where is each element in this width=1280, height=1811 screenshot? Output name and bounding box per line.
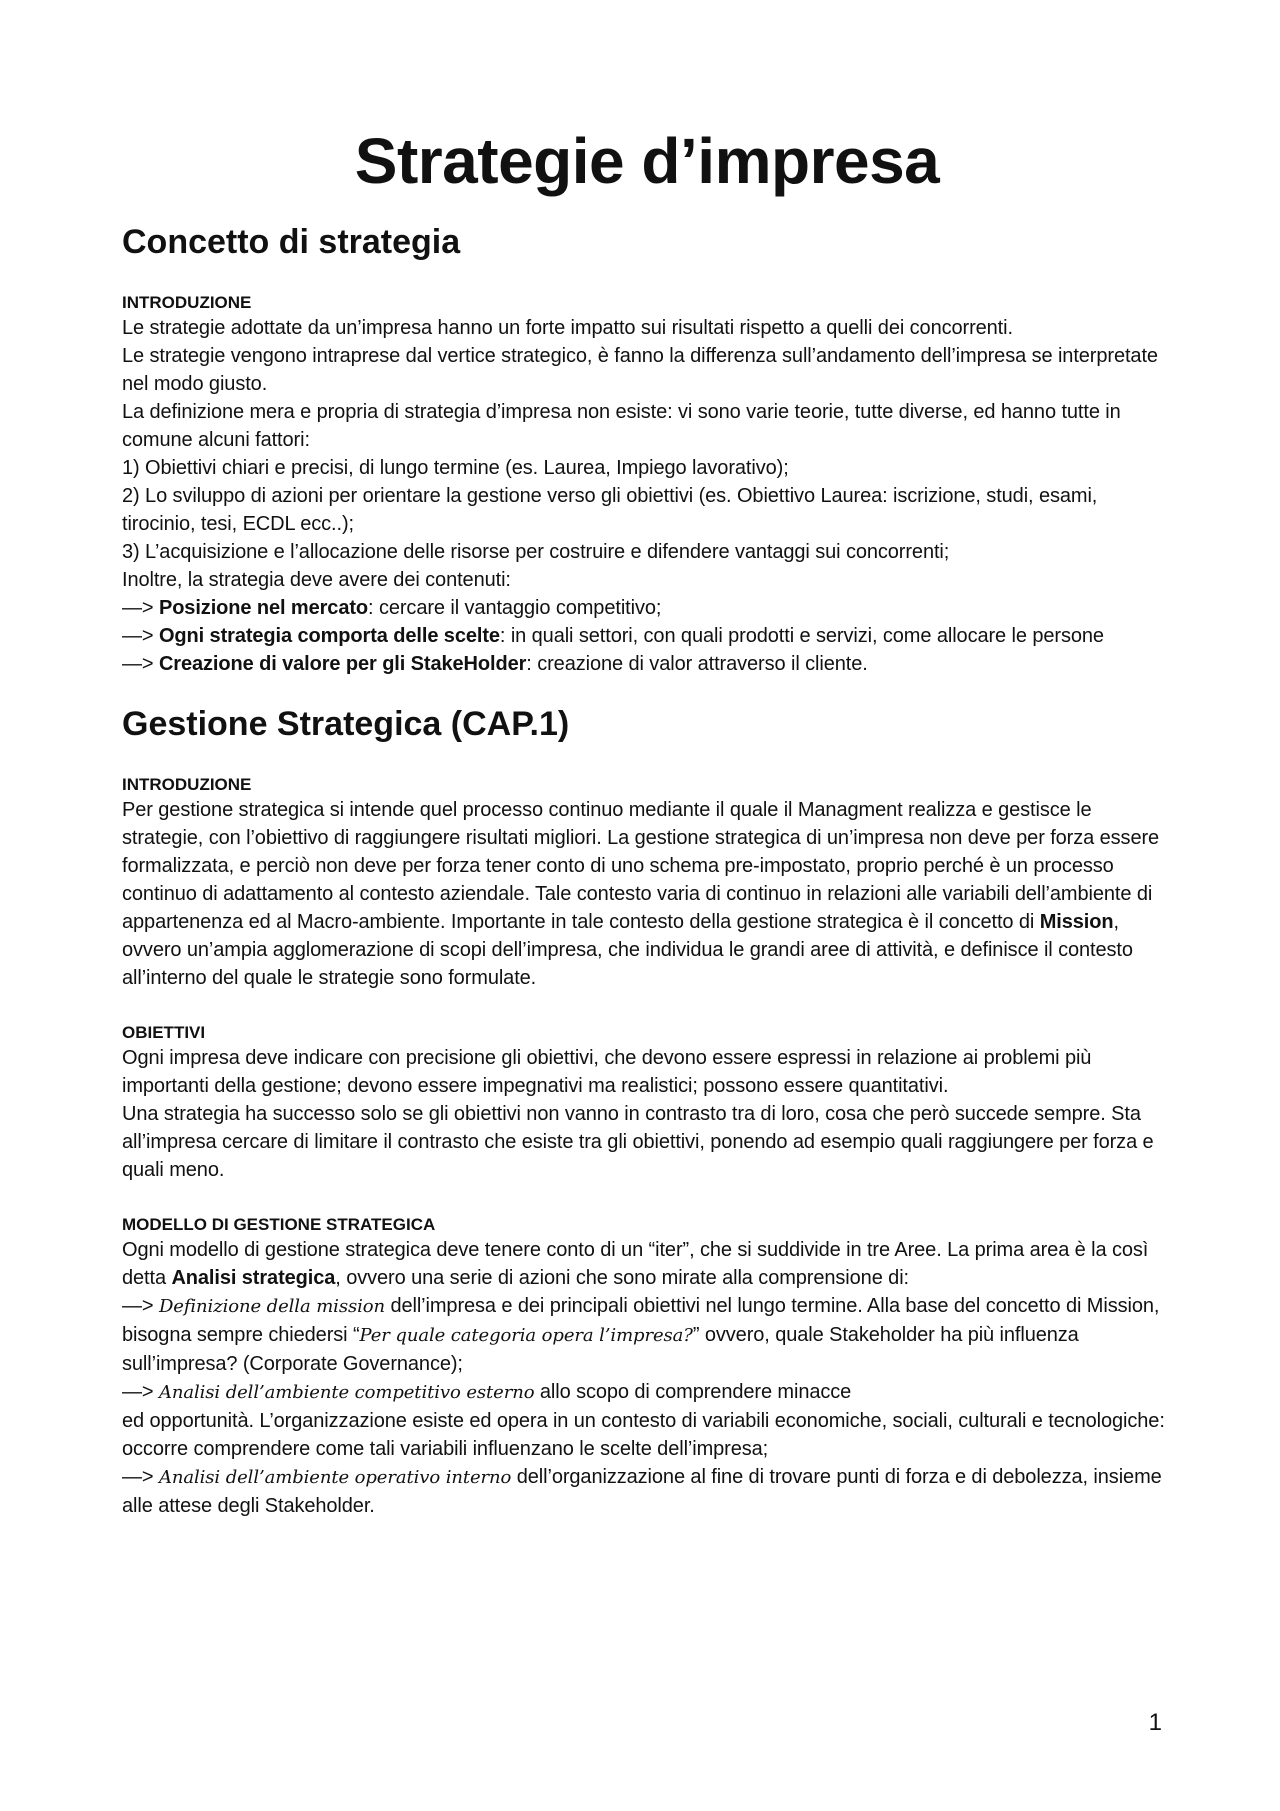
text: allo scopo di comprendere minacce — [534, 1381, 852, 1403]
bullet-text: : creazione di valor attraverso il cliente. — [526, 653, 868, 675]
text: dell’impresa e dei principali obiettivi nel lungo termine. Alla base del concetto di Mission, bisogna sempre chiedersi “ — [122, 1295, 1160, 1346]
list-item: 1) Obiettivi chiari e precisi, di lungo termine (es. Laurea, Impiego lavorativo); — [122, 457, 789, 479]
arrow-icon: —> — [122, 1381, 154, 1403]
arrow-icon: —> — [122, 1466, 154, 1488]
paragraph: Le strategie adottate da un’impresa hanno un forte impatto sui risultati rispetto a quelli dei concorrenti. — [122, 317, 1013, 339]
document-page — [122, 118, 1172, 1520]
bullet-item — [122, 1292, 1172, 1378]
bold-term: Mission — [1039, 911, 1114, 933]
italic-term: Analisi dell’ambiente competitivo esterno — [158, 1382, 535, 1403]
page-number: 1 — [1148, 1709, 1162, 1736]
bullet-bold: Creazione di valore per gli StakeHolder — [158, 653, 527, 675]
text: , ovvero un’ampia agglomerazione di scopi dell’impresa, che individua le grandi aree di attività, e definisce il contesto all’interno del quale le strategie sono formulate. — [122, 911, 1133, 989]
paragraph: La definizione mera e propria di strategia d’impresa non esiste: vi sono varie teorie, tutte diverse, ed hanno tutte in comune alcuni fattori: — [122, 401, 1121, 451]
arrow-icon: —> — [122, 1295, 154, 1317]
document-title: Strategie d’impresa — [354, 125, 940, 197]
list-item: 2) Lo sviluppo di azioni per orientare la gestione verso gli obiettivi (es. Obiettivo Laurea: iscrizione, studi, esami, tirocinio, tesi, ECDL ecc..); — [122, 485, 1098, 535]
paragraph: Inoltre, la strategia deve avere dei contenuti: — [122, 569, 511, 591]
text: ” ovvero, quale Stakeholder ha più influenza sull’impresa? (Corporate Governance); — [122, 1324, 1079, 1375]
bullet-item — [122, 594, 1172, 622]
bullet-bold: Posizione nel mercato — [158, 597, 369, 619]
text: dell’organizzazione al fine di trovare punti di forza e di debolezza, insieme alle attese degli Stakeholder. — [122, 1466, 1162, 1517]
arrow-icon: —> — [122, 625, 154, 647]
bullet-bold: Ogni strategia comporta delle scelte — [158, 625, 500, 647]
text: , ovvero una serie di azioni che sono mirate alla comprensione di: — [335, 1267, 909, 1289]
section-heading-concetto: Concetto di strategia — [122, 223, 461, 261]
paragraph — [122, 1236, 1172, 1292]
paragraph: Ogni impresa deve indicare con precisione gli obiettivi, che devono essere espressi in relazione ai problemi più importanti della gestione; devono essere impegnativi ma realistici; possono essere quantitativi. — [122, 1047, 1092, 1097]
bullet-item — [122, 622, 1172, 650]
label-obiettivi: OBIETTIVI — [122, 1023, 206, 1042]
list-item: 3) L’acquisizione e l’allocazione delle risorse per costruire e difendere vantaggi sui concorrenti; — [122, 541, 950, 563]
text: Per gestione strategica si intende quel processo continuo mediante il quale il Managment realizza e gestisce le strategie, con l’obiettivo di raggiungere risultati migliori. La gestione strategica di un’impresa non deve per forza essere formalizzata, e perciò non deve per forza tener conto di uno schema pre-impostato, proprio perché è un processo continuo di adattamento al contesto aziendale. Tale contesto varia di continuo in relazioni alle variabili dell’ambiente di appartenenza ed al Macro-ambiente. Importante in tale contesto della gestione strategica è il concetto di — [122, 799, 1160, 933]
paragraph — [122, 796, 1172, 992]
section-heading-gestione: Gestione Strategica (CAP.1) — [122, 705, 570, 743]
label-introduzione-1: INTRODUZIONE — [122, 293, 252, 312]
arrow-icon: —> — [122, 597, 154, 619]
bullet-item — [122, 650, 1172, 678]
bullet-item — [122, 1378, 1172, 1407]
italic-term: Analisi dell’ambiente operativo interno — [158, 1467, 512, 1488]
paragraph: Una strategia ha successo solo se gli obiettivi non vanno in contrasto tra di loro, cosa che però succede sempre. Sta all’impresa cercare di limitare il contrasto che esiste tra gli obiettivi, ponendo ad esempio quali raggiungere per forza e quali meno. — [122, 1103, 1154, 1181]
bullet-item — [122, 1463, 1172, 1520]
text: Ogni modello di gestione strategica deve tenere conto di un “iter”, che si suddivide in tre Aree. La prima area è la così detta — [122, 1239, 1149, 1289]
label-modello: MODELLO DI GESTIONE STRATEGICA — [122, 1215, 436, 1234]
italic-term: Per quale categoria opera l’impresa? — [359, 1325, 693, 1346]
italic-term: Definizione della mission — [158, 1296, 385, 1317]
paragraph: Le strategie vengono intraprese dal vertice strategico, è fanno la differenza sull’andamento dell’impresa se interpretate nel modo giusto. — [122, 345, 1158, 395]
arrow-icon: —> — [122, 653, 154, 675]
paragraph: ed opportunità. L’organizzazione esiste ed opera in un contesto di variabili economiche, sociali, culturali e tecnologiche: occorre comprendere come tali variabili influenzano le scelte dell’impresa; — [122, 1410, 1165, 1460]
bold-term: Analisi strategica — [171, 1267, 336, 1289]
bullet-text: : in quali settori, con quali prodotti e servizi, come allocare le persone — [499, 625, 1104, 647]
label-introduzione-2: INTRODUZIONE — [122, 775, 252, 794]
bullet-text: : cercare il vantaggio competitivo; — [368, 597, 662, 619]
